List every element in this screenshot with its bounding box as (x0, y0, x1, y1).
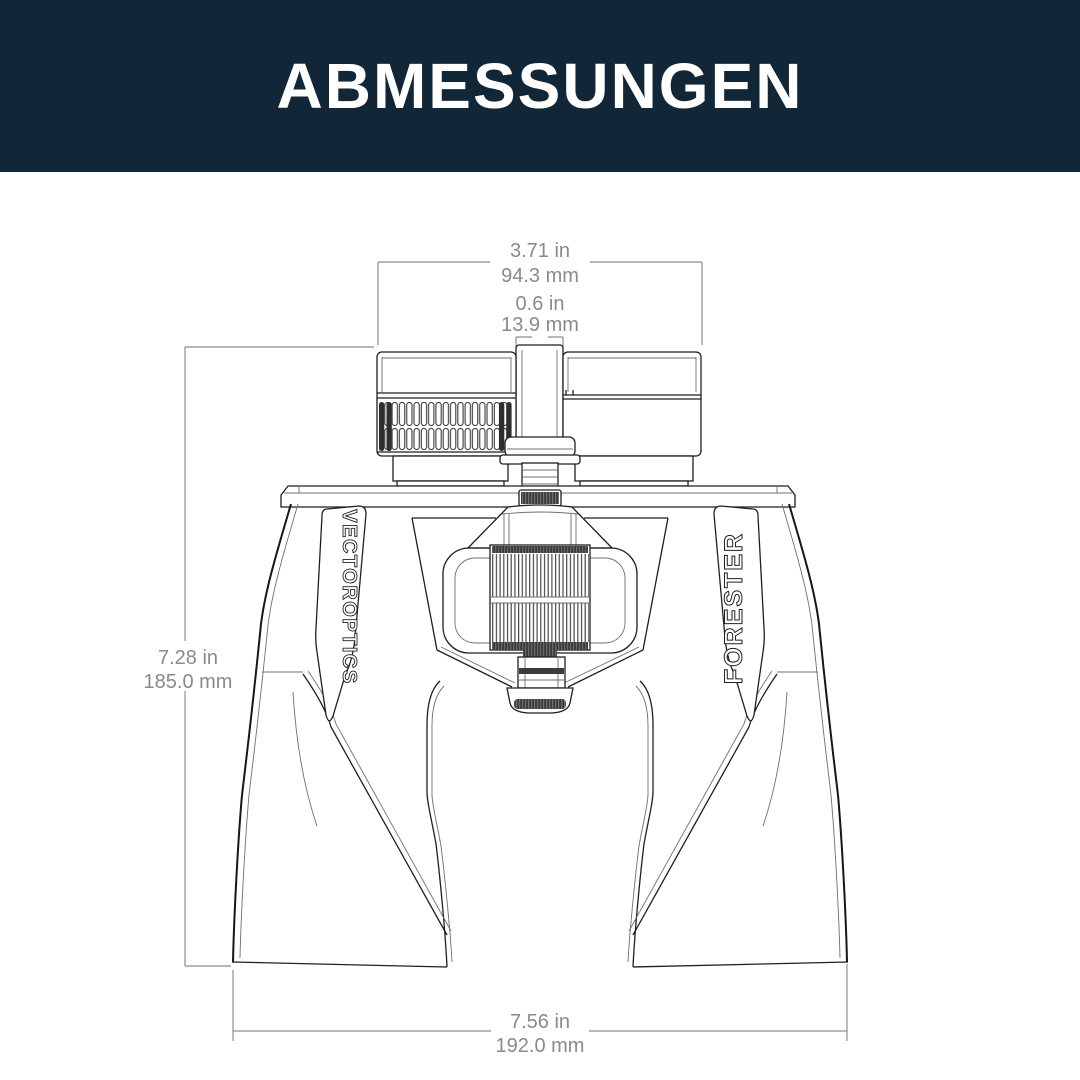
brand-logo-right: FORESTER (720, 531, 748, 685)
dim-hinge-mm: 13.9 mm (501, 314, 579, 336)
hinge-column (516, 345, 563, 440)
dim-height-mm: 185.0 mm (143, 671, 233, 693)
right-barrel-seam-diagonal (633, 674, 777, 935)
dim-width-mm: 192.0 mm (495, 1035, 585, 1057)
diopter-knurl-row1 (384, 402, 510, 427)
hinge-knurl-band (519, 490, 561, 506)
brand-logo-right-panel (714, 506, 764, 721)
dimension-hinge-width (501, 293, 579, 347)
hinge-end-cap (507, 688, 573, 713)
dim-eyepiece-mm: 94.3 mm (501, 265, 579, 287)
page-title: ABMESSUNGEN (276, 50, 804, 122)
focus-wheel (490, 545, 590, 650)
right-eyepiece-pedestal (575, 456, 693, 481)
diopter-knurl-row2 (384, 428, 510, 452)
left-eyepiece-pedestal (393, 456, 508, 481)
hinge-collar (500, 437, 580, 492)
brand-logo-left: VECTOROPTICS (338, 509, 360, 685)
dim-height-inches: 7.28 in (157, 647, 219, 669)
dim-width-inches: 7.56 in (509, 1011, 571, 1033)
right-eyepiece (563, 352, 701, 486)
binoculars-drawing (232, 345, 848, 967)
brand-logo-left-panel (316, 506, 366, 721)
pivot-cone (468, 505, 612, 548)
hinge-lower-neck (518, 650, 565, 688)
left-eyepiece (377, 352, 516, 486)
dim-hinge-inches: 0.6 in (515, 293, 565, 315)
dimension-total-width (233, 964, 847, 1057)
dim-eyepiece-inches: 3.71 in (509, 240, 571, 262)
left-barrel-seam-diagonal (303, 674, 447, 935)
